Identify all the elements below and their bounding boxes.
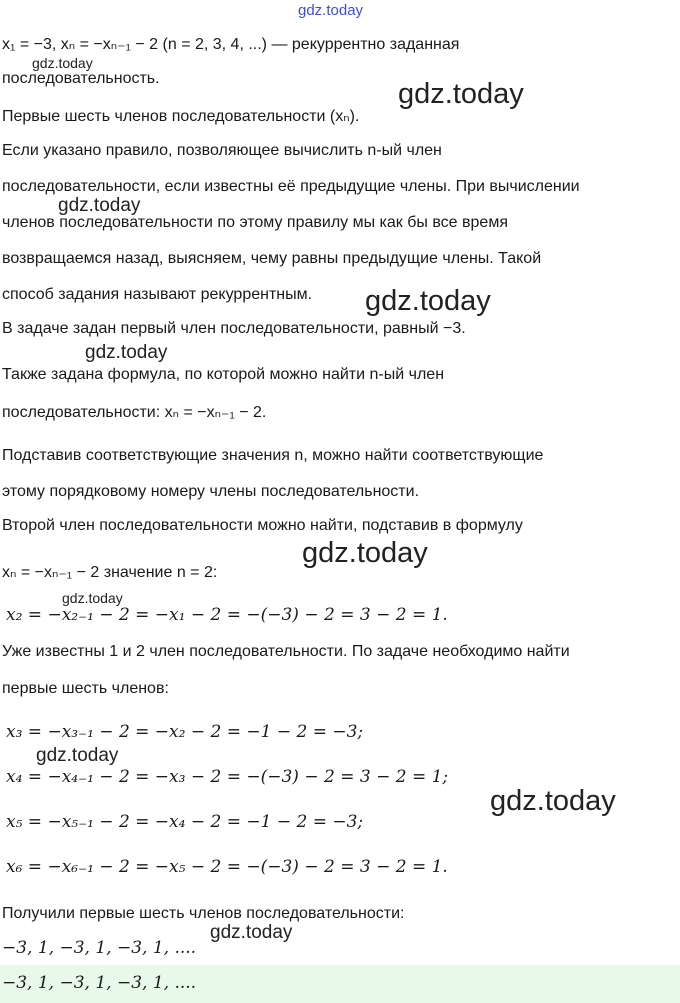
formula-line: x₄ = −x₄₋₁ − 2 = −x₃ − 2 = −(−3) − 2 = 3 − 2 = 1; [6, 767, 449, 787]
watermark: gdz.today [398, 78, 524, 110]
text-line: последовательность. [2, 70, 160, 87]
watermark: gdz.today [298, 2, 364, 19]
text-line: первые шесть членов: [2, 680, 169, 697]
text-line: этому порядковому номеру члены последовательности. [2, 483, 420, 500]
text-line: Получили первые шесть членов последовательности: [2, 905, 405, 922]
watermark: gdz.today [365, 285, 491, 317]
formula-line: x₃ = −x₃₋₁ − 2 = −x₂ − 2 = −1 − 2 = −3; [6, 722, 364, 742]
text-line: Уже известны 1 и 2 член последовательности. По задаче необходимо найти [2, 643, 570, 660]
watermark: gdz.today [58, 195, 141, 216]
watermark: gdz.today [36, 745, 119, 766]
watermark: gdz.today [85, 342, 168, 363]
text-line: способ задания называют рекуррентным. [2, 286, 313, 303]
formula-line: x₅ = −x₅₋₁ − 2 = −x₄ − 2 = −1 − 2 = −3; [6, 812, 364, 832]
text-line: Также задана формула, по которой можно найти n-ый член [2, 366, 445, 383]
watermark: gdz.today [210, 922, 293, 943]
text-line: Если указано правило, позволяющее вычислить n-ый член [2, 142, 442, 159]
text-line: Второй член последовательности можно найти, подставив в формулу [2, 517, 523, 534]
answer-text: −3, 1, −3, 1, −3, 1, .... [2, 973, 197, 993]
text-line: последовательности: xₙ = −xₙ₋₁ − 2. [2, 404, 267, 421]
text-line: Подставив соответствующие значения n, можно найти соответствующие [2, 447, 544, 464]
answer-box [0, 965, 680, 1003]
text-line: возвращаемся назад, выясняем, чему равны предыдущие члены. Такой [2, 250, 542, 267]
problem-statement: x₁ = −3, xₙ = −xₙ₋₁ − 2 (n = 2, 3, 4, ...) — рекуррентно заданная [2, 36, 460, 53]
formula-line: x₂ = −x₂₋₁ − 2 = −x₁ − 2 = −(−3) − 2 = 3 − 2 = 1. [6, 605, 448, 625]
text-line: В задаче задан первый член последовательности, равный −3. [2, 320, 466, 337]
text-line: членов последовательности по этому правилу мы как бы все время [2, 214, 508, 231]
watermark: gdz.today [62, 590, 123, 606]
text-line: Первые шесть членов последовательности (xₙ). [2, 108, 360, 125]
formula-line: −3, 1, −3, 1, −3, 1, .... [2, 938, 197, 958]
text-line: последовательности, если известны её предыдущие члены. При вычислении [2, 178, 580, 195]
watermark: gdz.today [302, 537, 428, 569]
watermark: gdz.today [490, 785, 616, 817]
watermark: gdz.today [32, 55, 93, 71]
text-line: xₙ = −xₙ₋₁ − 2 значение n = 2: [2, 564, 218, 581]
formula-line: x₆ = −x₆₋₁ − 2 = −x₅ − 2 = −(−3) − 2 = 3 − 2 = 1. [6, 857, 448, 877]
